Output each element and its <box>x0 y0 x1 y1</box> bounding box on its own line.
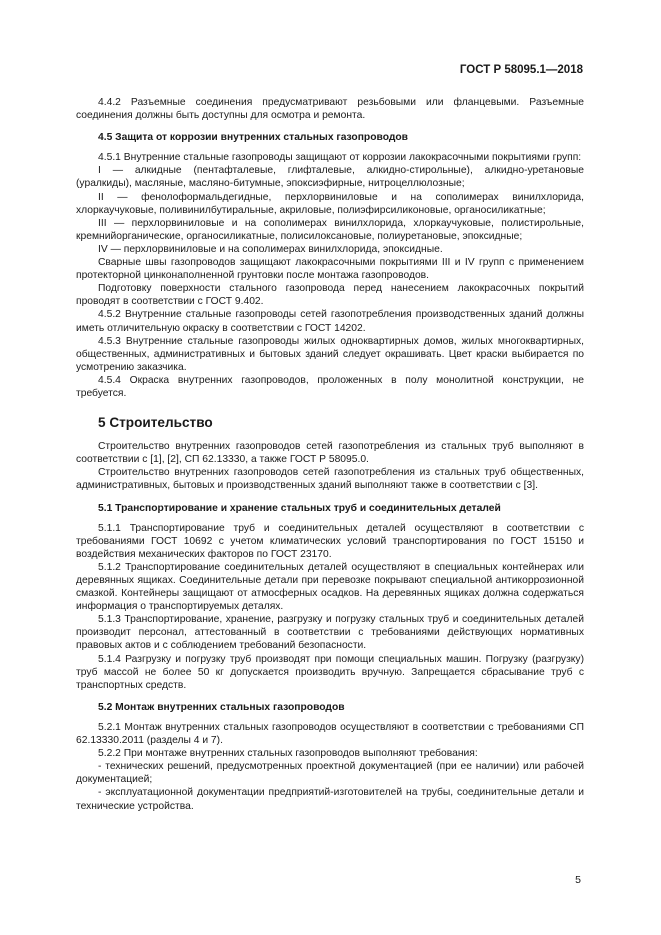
paragraph: 5.2.1 Монтаж внутренних стальных газопроводов осуществляют в соответствии с требованиями СП 62.13330.2011 (разделы 4 и 7). <box>76 721 584 747</box>
paragraph: 4.5.3 Внутренние стальные газопроводы жилых одноквартирных домов, жилых многоквартирных, общественных, административных и бытовых зданий следует окрашивать. Цвет краски выбирается по усмотрению заказчика. <box>76 335 584 373</box>
paragraph: 5.1.4 Разгрузку и погрузку труб производят при помощи специальных машин. Погрузку (разгрузку) труб массой не более 50 кг допускается производить вручную. Запрещается сбрасывание труб с транспортных средств. <box>76 653 584 691</box>
paragraph: III — перхлорвиниловые и на сополимерах винилхлорида, хлоркаучуковые, полистирольные, кремнийорганические, органосиликатные, полисилоксановые, полиуретановые, эпоксидные; <box>76 217 584 242</box>
document-body <box>76 96 584 813</box>
paragraph: Строительство внутренних газопроводов сетей газопотребления из стальных труб общественных, административных, бытовых и производственных зданий выполняют также в соответствии с [3]. <box>76 467 584 492</box>
paragraph: 4.4.2 Разъемные соединения предусматривают резьбовыми или фланцевыми. Разъемные соединения должны быть доступны для осмотра и ремонта. <box>76 97 584 122</box>
paragraph: II — фенолоформальдегидные, перхлорвиниловые и на сополимерах винилхлорида, хлоркаучуковые, поливинилбутиральные, акриловые, полиэфирсиликоновые, органосиликатные; <box>76 191 584 216</box>
paragraph: I — алкидные (пентафталевые, глифталевые, алкидно-стирольные), алкидно-уретановые (уралкиды), масляные, масляно-битумные, эпоксиэфирные, нитроцеллюлозные; <box>76 165 584 190</box>
paragraph: 4.5.4 Окраска внутренних газопроводов, проложенных в полу монолитной конструкции, не требуется. <box>76 374 584 399</box>
paragraph: - технических решений, предусмотренных проектной документацией (при ее наличии) или рабочей документацией; <box>76 761 584 786</box>
section-heading-5-1: 5.1 Транспортирование и хранение стальных труб и соединительных деталей <box>98 502 501 514</box>
paragraph: Подготовку поверхности стального газопровода перед нанесением лакокрасочных покрытий проводят в соответствии с ГОСТ 9.402. <box>76 283 584 308</box>
section-heading-5: 5 Строительство <box>98 415 213 431</box>
section-heading-5-2: 5.2 Монтаж внутренних стальных газопроводов <box>98 701 345 713</box>
page-number: 5 <box>575 874 581 886</box>
document-code-header: ГОСТ Р 58095.1—2018 <box>459 64 583 76</box>
paragraph: Строительство внутренних газопроводов сетей газопотребления из стальных труб выполняют в соответствии с [1], [2], СП 62.13330, а также ГОСТ Р 58095.0. <box>76 441 584 466</box>
paragraph: 5.1.1 Транспортирование труб и соединительных деталей осуществляют в соответствии с требованиями ГОСТ 10692 с учетом климатических условий транспортирования по ГОСТ 15150 и воздействия механических факторов по ГОСТ 23170. <box>76 522 584 560</box>
paragraph: 4.5.1 Внутренние стальные газопроводы защищают от коррозии лакокрасочными покрытиями групп: <box>98 152 582 164</box>
paragraph: 4.5.2 Внутренние стальные газопроводы сетей газопотребления производственных зданий должны иметь отличительную окраску в соответствии с ГОСТ 14202. <box>76 309 584 334</box>
paragraph: - эксплуатационной документации предприятий-изготовителей на трубы, соединительные детали и технические устройства. <box>76 787 584 812</box>
paragraph: Сварные швы газопроводов защищают лакокрасочными покрытиями III и IV групп с применением протекторной цинконаполненной грунтовки после монтажа газопроводов. <box>76 257 584 282</box>
paragraph: 5.2.2 При монтаже внутренних стальных газопроводов выполняют требования: <box>98 748 478 760</box>
section-heading-4-5: 4.5 Защита от коррозии внутренних стальных газопроводов <box>98 132 408 144</box>
paragraph: IV — перхлорвиниловые и на сополимерах винилхлорида, эпоксидные. <box>98 243 443 255</box>
paragraph: 5.1.2 Транспортирование соединительных деталей осуществляют в специальных контейнерах или деревянных ящиках. Соединительные детали при перевозке покрывают специальной антикоррозионной смазкой. Контейнеры защищают от атмосферных осадков. На деревянных ящиках должна содержаться информация о транспортируемых деталях. <box>76 561 584 613</box>
paragraph: 5.1.3 Транспортирование, хранение, разгрузку и погрузку стальных труб и соединительных деталей производит персонал, аттестованный в соответствии с требованиями действующих нормативных правовых актов и с соблюдением требований безопасности. <box>76 614 584 652</box>
